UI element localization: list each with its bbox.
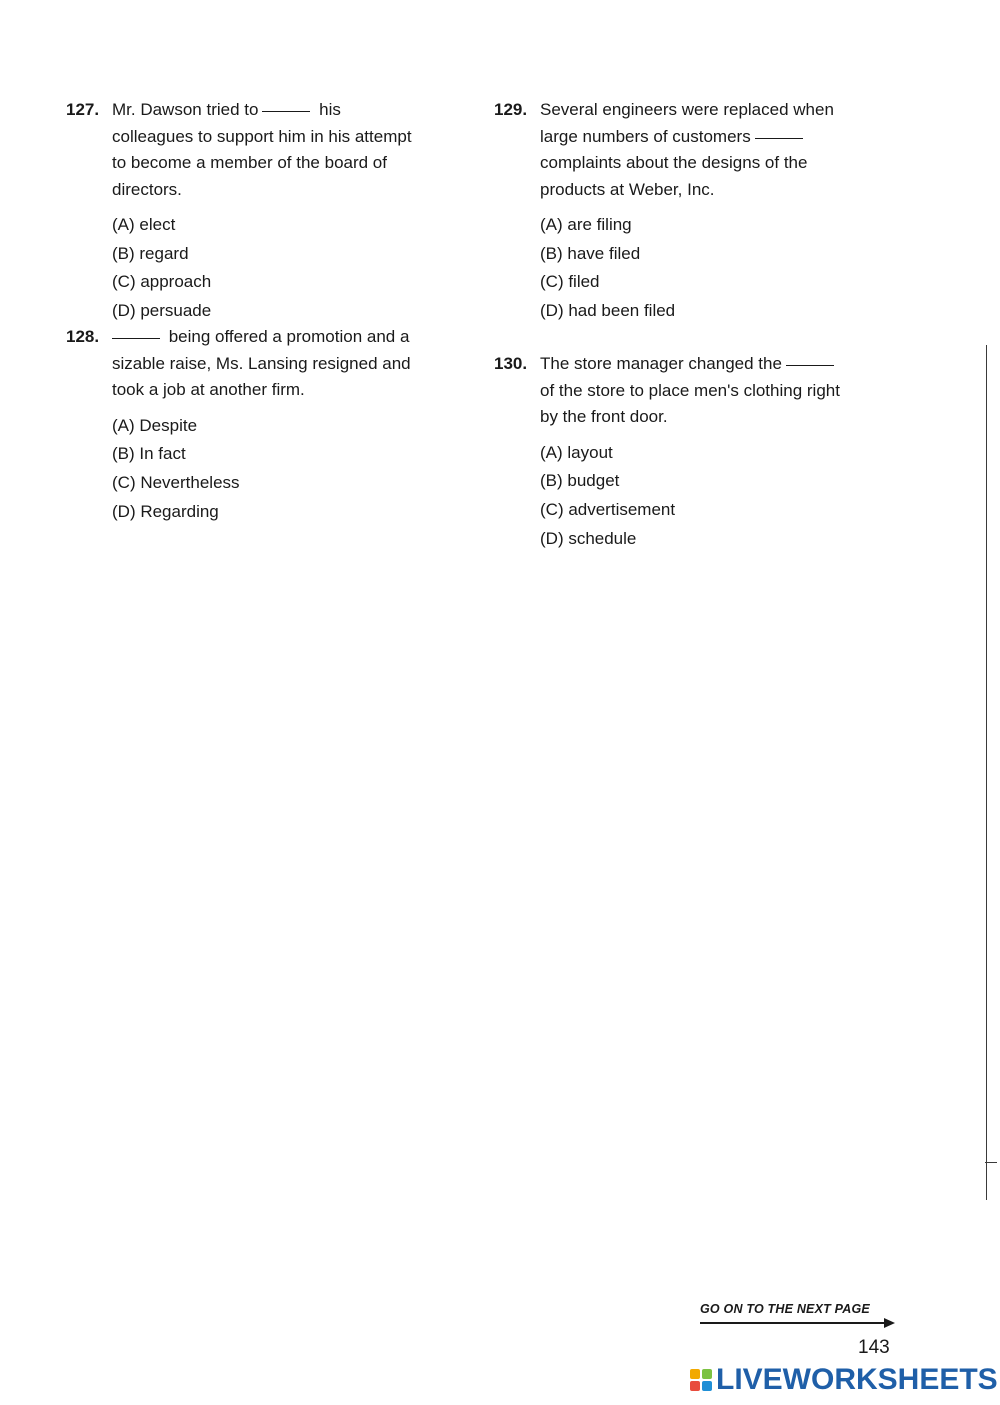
question-number: 127. [66, 100, 100, 119]
page-edge-tick [985, 1162, 997, 1163]
stem-before: The store manager changed the [540, 354, 782, 373]
logo-tile [702, 1381, 712, 1391]
page-number: 143 [858, 1337, 890, 1358]
option-b[interactable]: (B) In fact [112, 444, 186, 464]
option-d[interactable]: (D) had been filed [540, 301, 676, 321]
liveworksheets-logo-icon [690, 1369, 712, 1391]
question-number: 128. [66, 327, 100, 346]
arrow-head-icon [884, 1318, 895, 1328]
logo-tile [702, 1369, 712, 1379]
option-b[interactable]: (B) budget [540, 471, 620, 491]
option-a[interactable]: (A) Despite [112, 415, 198, 435]
option-c[interactable]: (C) approach [112, 272, 212, 292]
option-d[interactable]: (D) persuade [112, 301, 212, 321]
option-c[interactable]: (C) Nevertheless [112, 472, 240, 492]
stem-before: Mr. Dawson tried to [112, 100, 259, 119]
option-a[interactable]: (A) are filing [540, 215, 632, 234]
option-list [540, 439, 854, 554]
answer-blank [112, 337, 160, 339]
question-stem [540, 97, 854, 203]
answer-blank [755, 137, 803, 139]
option-c[interactable]: (C) filed [540, 272, 600, 292]
question-stem [112, 324, 426, 404]
question-stem [112, 97, 426, 203]
option-a[interactable]: (A) elect [112, 215, 176, 234]
option-list [540, 211, 854, 326]
question-number: 130. [494, 354, 528, 373]
option-list [112, 412, 426, 527]
page-edge-line [986, 345, 987, 1200]
arrow-right-icon [700, 1322, 886, 1324]
question-129 [494, 97, 854, 326]
option-d[interactable]: (D) schedule [540, 528, 637, 548]
question-number: 129. [494, 100, 528, 119]
logo-tile [690, 1369, 700, 1379]
brand-watermark [690, 1362, 998, 1398]
question-127 [66, 97, 426, 326]
question-128 [66, 324, 426, 526]
logo-tile [690, 1381, 700, 1391]
brand-name: LIVEWORKSHEETS [716, 1363, 998, 1396]
answer-blank [262, 110, 310, 112]
go-next-page-notice [700, 1302, 895, 1316]
option-list [112, 211, 426, 326]
stem-after: of the store to place men's clothing right by the front door. [540, 380, 840, 426]
stem-after: being offered a promotion and a sizable raise, Ms. Lansing resigned and took a job at another firm. [112, 327, 411, 399]
question-130 [494, 351, 854, 553]
go-next-label: GO ON TO THE NEXT PAGE [700, 1302, 870, 1316]
stem-after: complaints about the designs of the products at Weber, Inc. [540, 153, 808, 199]
stem-after: his colleagues to support him in his attempt to become a member of the board of directors. [112, 100, 412, 199]
option-b[interactable]: (B) regard [112, 243, 189, 263]
option-b[interactable]: (B) have filed [540, 243, 641, 263]
option-c[interactable]: (C) advertisement [540, 499, 676, 519]
stem-before: Several engineers were replaced when large numbers of customers [540, 100, 834, 146]
option-d[interactable]: (D) Regarding [112, 501, 219, 521]
question-stem [540, 351, 854, 431]
answer-blank [786, 364, 834, 366]
option-a[interactable]: (A) layout [540, 442, 613, 462]
